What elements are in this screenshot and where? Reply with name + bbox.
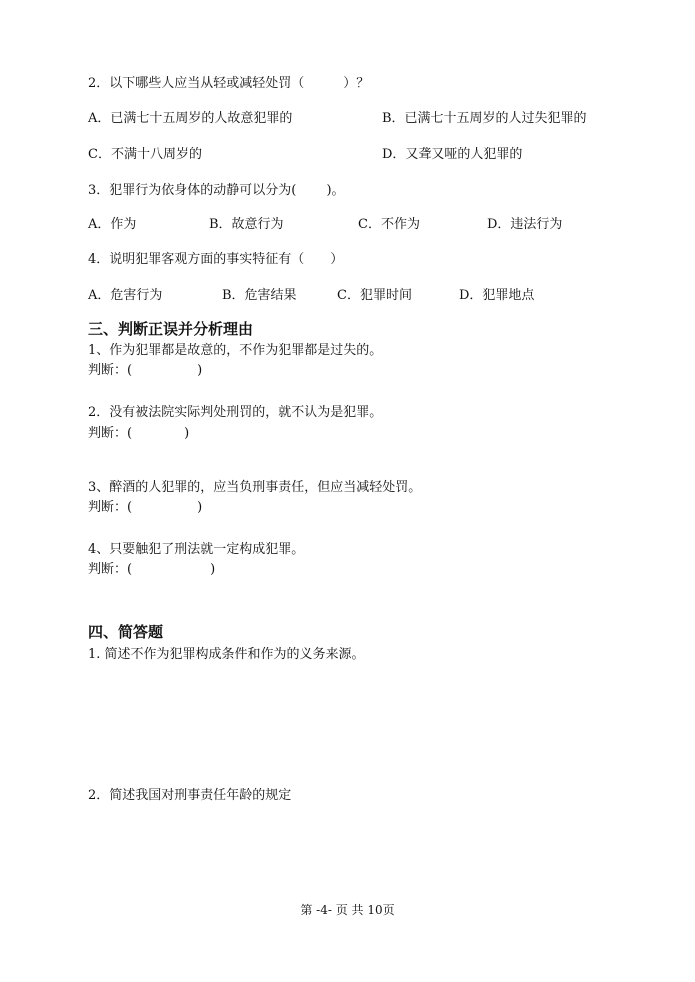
- q3-stem: 3．犯罪行为依身体的动静可以分为( )。: [88, 183, 345, 198]
- q2-option-a: A．已满七十五周岁的人故意犯罪的: [88, 111, 293, 126]
- judge-answer-2: 判断：( ): [88, 426, 190, 441]
- judge-statement-4: 4、只要触犯了刑法就一定构成犯罪。: [88, 542, 305, 557]
- q4-option-a: A．危害行为: [88, 288, 163, 303]
- judge-answer-1: 判断：( ): [88, 363, 203, 378]
- q4-stem: 4．说明犯罪客观方面的事实特征有（ ）: [88, 252, 344, 267]
- q3-option-b: B．故意行为: [209, 217, 284, 232]
- q2-option-b: B．已满七十五周岁的人过失犯罪的: [382, 111, 587, 126]
- q2-stem: 2．以下哪些人应当从轻或减轻处罚（ ）？: [88, 76, 370, 91]
- q3-option-c: C．不作为: [358, 217, 420, 232]
- page-footer: 第 -4- 页 共 10页: [300, 903, 395, 917]
- short-answer-2: 2．简述我国对刑事责任年龄的规定: [88, 788, 292, 803]
- q2-option-c: C．不满十八周岁的: [88, 147, 202, 162]
- short-answer-1: 1. 简述不作为犯罪构成条件和作为的义务来源。: [88, 647, 365, 662]
- q3-option-a: A．作为: [88, 217, 137, 232]
- judge-answer-4: 判断：( ): [88, 562, 216, 577]
- q2-option-d: D．又聋又哑的人犯罪的: [382, 147, 523, 162]
- judge-statement-2: 2．没有被法院实际判处刑罚的，就不认为是犯罪。: [88, 405, 383, 420]
- section3-title: 三、判断正误并分析理由: [88, 320, 254, 338]
- q4-option-c: C．犯罪时间: [337, 288, 412, 303]
- judge-statement-3: 3、醉酒的人犯罪的，应当负刑事责任，但应当减轻处罚。: [88, 480, 422, 495]
- q4-option-b: B．危害结果: [222, 288, 297, 303]
- judge-answer-3: 判断：( ): [88, 500, 203, 515]
- judge-statement-1: 1、作为犯罪都是故意的，不作为犯罪都是过失的。: [88, 343, 383, 358]
- section4-title: 四、简答题: [88, 623, 164, 641]
- q3-option-d: D．违法行为: [487, 217, 563, 232]
- q4-option-d: D．犯罪地点: [459, 288, 535, 303]
